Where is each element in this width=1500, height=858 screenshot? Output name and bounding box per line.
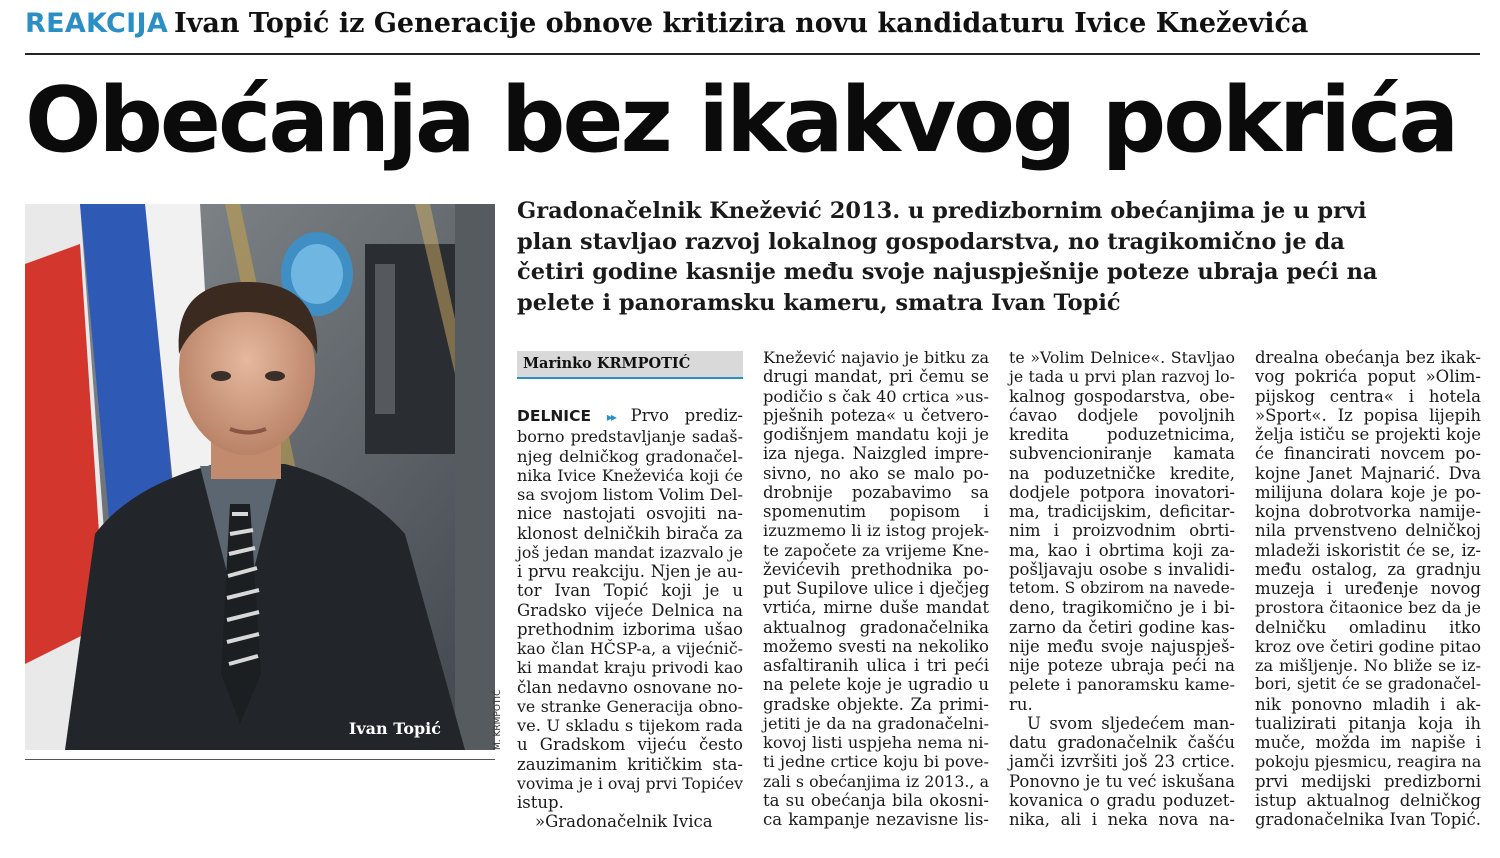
column-line: bori, sjetit će se gradonačel-	[1255, 675, 1481, 694]
column-line: za mišljenje. No bliže se iz-	[1255, 656, 1481, 675]
column-line: vog pokrića poput »Olim-	[1255, 367, 1481, 387]
column-line: ma, kao i obrtima koji za-	[1009, 540, 1235, 560]
column-line: ru.	[1009, 694, 1033, 714]
column-line: nije među svoje najuspješ-	[1009, 636, 1235, 656]
column-line: vrtića, mirne duše mandat	[763, 598, 989, 618]
body-column-1	[517, 406, 743, 832]
column-line: dodjele potpora inovatori-	[1009, 482, 1235, 502]
column-line: još jedan mandat izazvalo je	[517, 542, 743, 562]
column-line: gradske objekte. Za primi-	[763, 694, 989, 714]
column-line: ki mandat kraju privodi kao	[517, 658, 743, 678]
column-line: kao član HČSP-a, a vijećnič-	[517, 639, 743, 658]
column-line: drealna obećanja bez ikak-	[1255, 348, 1481, 367]
column-line: U svom sljedećem man-	[1027, 713, 1235, 733]
column-line: nim i proizvodnim obrti-	[1009, 521, 1235, 541]
column-line: kojne Janet Majnarić. Dva	[1255, 463, 1481, 483]
column-line: na pelete koje je ugradio u	[763, 675, 989, 695]
column-line: pelete i panoramsku kame-	[1009, 675, 1235, 695]
column-line: muče, možda im napiše i	[1255, 733, 1481, 752]
body-column-4	[1255, 348, 1481, 829]
kicker-text: Ivan Topić iz Generacije obnove kritizira novu kandidaturu Ivice Kneževića	[174, 8, 1309, 39]
headline: Obećanja bez ikakvog pokrića	[25, 68, 1457, 173]
column-line: sivno, no ako se malo po-	[763, 463, 989, 483]
column-line: kovanica o gradu poduzet-	[1009, 790, 1235, 810]
column-line: prethodnim izborima ušao	[517, 619, 743, 639]
column-line: vovima je i ovaj prvi Topićev	[517, 773, 744, 793]
portrait-illustration	[25, 204, 495, 750]
column-line: Gradsko vijeće Delnica na	[517, 600, 743, 620]
column-line: jamči izvršiti još 23 crtice.	[1009, 752, 1235, 772]
column-line: tor Ivan Topić koji je u	[517, 581, 743, 601]
byline: Marinko KRMPOTIĆ	[517, 351, 743, 377]
column-line: ca kampanje nezavisne lis-	[763, 810, 989, 829]
dateline: DELNICE	[517, 407, 592, 425]
column-line: pokoju pjesmicu, reagira na	[1255, 752, 1482, 772]
kicker	[25, 8, 1480, 48]
column-line: subvencioniranje kamata	[1009, 444, 1235, 464]
column-line: ta su obećanja bila okosni-	[763, 790, 989, 810]
column-line: godišnjem mandatu koji je	[763, 425, 989, 444]
column-line: njeg delničkog gradonačel-	[517, 446, 743, 466]
column-line: deno, tragikomično je i bi-	[1009, 598, 1235, 618]
column-line: ti jedne crtice koju bi pove-	[763, 752, 989, 772]
column-line: put Supilove ulice i dječjeg	[763, 579, 990, 598]
column-line: nice nastojati osvojiti na-	[517, 504, 743, 524]
column-line: spomenutim popisom i	[763, 502, 989, 521]
column-line: borno predstavljanje sadaš-	[517, 427, 743, 447]
photo-credit: M. KRMPOTIĆ	[493, 689, 503, 750]
column-line: Knežević najavio je bitku za	[763, 348, 989, 367]
column-line: klonost delničkih birača za	[517, 523, 743, 543]
column-line: prostora čitaonice bez da je	[1255, 598, 1481, 618]
column-line: na poduzetničke kredite,	[1009, 463, 1235, 483]
photo-caption: Ivan Topić	[348, 719, 441, 738]
column-line: zali s obećanjima iz 2013., a	[763, 771, 989, 791]
column-line: milijuna dolara koje je po-	[1255, 482, 1481, 502]
column-line: delničku omladinu itko	[1255, 617, 1481, 637]
column-line: ve stranke Generacija obno-	[517, 696, 743, 716]
column-line: član nedavno osnovane no-	[517, 677, 744, 697]
column-line: mladeži iskoristit će se, iz-	[1255, 540, 1481, 560]
column-line: kredita poduzetnicima,	[1009, 425, 1235, 444]
column-line: tualizirati pitanja koja ih	[1255, 713, 1481, 733]
column-line: ćavao dodjele povoljnih	[1009, 405, 1235, 425]
column-line: kalnog gospodarstva, obe-	[1009, 386, 1235, 406]
column-line: među ostalog, za gradnju	[1255, 559, 1481, 579]
column-line: iza njega. Naizgled impre-	[763, 444, 989, 464]
column-line: je tada u prvi plan razvoj lo-	[1009, 367, 1235, 387]
column-line: ve. U skladu s tijekom rada	[517, 716, 743, 735]
column-line: »Sport«. Iz popisa lijepih	[1255, 405, 1481, 425]
column-line: istup aktualnog delničkog	[1255, 790, 1481, 810]
column-line: kojna dobrotvorka namije-	[1255, 502, 1481, 521]
column-line: pijskog centra« i hotela	[1255, 386, 1481, 406]
column-line: zarno da četiri godine kas-	[1009, 617, 1235, 637]
lead-paragraph: Gradonačelnik Knežević 2013. u predizbornim obećanjima je u prvi plan stavljao razvoj lokalnog gospodarstva, no tragikomično je da četiri godine kasnije među svoje najuspješnije poteze ubraja peći na pelete i panoramsku kameru, smatra Ivan Topić	[517, 198, 1378, 316]
column-line: te »Volim Delnice«. Stavljao	[1009, 348, 1235, 367]
column-line: drobnije pozabavimo sa	[763, 482, 989, 502]
column-line: kroz ove četiri godine pitao	[1255, 636, 1482, 656]
column-line: »Gradonačelnik Ivica	[535, 812, 713, 832]
column-line: nika Ivice Kneževića koji će	[517, 465, 743, 485]
column-line: sa svojom listom Volim Del-	[517, 485, 743, 504]
dateline-arrows-icon: ▸▸	[606, 410, 615, 424]
photo-rule	[25, 759, 495, 760]
column-line: istup.	[517, 793, 564, 812]
column-line: izuzmemo li iz istog projek-	[763, 521, 989, 541]
column-line: nik ponovno mladih i ak-	[1255, 694, 1481, 714]
column-line: nila prvenstveno delničkoj	[1255, 521, 1481, 541]
column-line: želja ističu se projekti koje	[1255, 425, 1481, 444]
column-line: datu gradonačelnik čašću	[1009, 733, 1235, 752]
body-column-3	[1009, 348, 1235, 829]
column-line: asfaltiranih ulica i tri peći	[763, 656, 989, 675]
portrait-photo	[25, 204, 495, 750]
section-label: REAKCIJA	[25, 8, 169, 39]
column-line: pješnih poteza« u četvero-	[763, 405, 989, 425]
column-line: i prvu reakciju. Njen je au-	[517, 562, 743, 581]
column-line: prvi medijski predizborni	[1255, 771, 1481, 791]
column-line: Ponovno je tu već iskušana	[1009, 771, 1235, 791]
column-line: možemo svesti na nekoliko	[763, 636, 989, 656]
column-line: muzeja i uređenje novog	[1255, 579, 1481, 598]
column-line: nika, ali i neka nova na-	[1009, 810, 1235, 829]
column-line: zauzimanim kritičkim sta-	[517, 754, 743, 774]
column-line: te započete za vrijeme Kne-	[763, 540, 989, 560]
column-line: nije poteze ubraja peći na	[1009, 656, 1235, 675]
column-line: će financirati novcem po-	[1255, 444, 1481, 464]
byline-rule	[517, 377, 743, 379]
column-line: ževićevih prethodnika po-	[763, 559, 989, 579]
column-line: jetiti je da na gradonačelni-	[763, 713, 989, 733]
column-line: podičio s čak 40 crtica »us-	[763, 386, 989, 406]
column-line: gradonačelnika Ivan Topić.	[1255, 810, 1482, 829]
first-line: DELNICE ▸▸ Prvo prediz-	[517, 406, 743, 425]
column-line: pošljavaju osobe s invalidi-	[1009, 559, 1235, 579]
column-line: drugi mandat, pri čemu se	[763, 367, 989, 387]
column-line: tetom. S obzirom na navede-	[1009, 579, 1235, 597]
column-line: u Gradskom vijeću često	[517, 735, 743, 755]
column-line: kovoj listi uspjeha nema ni-	[763, 733, 989, 752]
column-line: ma, tradicijskim, deficitar-	[1009, 502, 1235, 521]
top-rule	[25, 53, 1480, 55]
body-column-2	[763, 348, 989, 829]
column-line: aktualnog gradonačelnika	[763, 617, 989, 637]
